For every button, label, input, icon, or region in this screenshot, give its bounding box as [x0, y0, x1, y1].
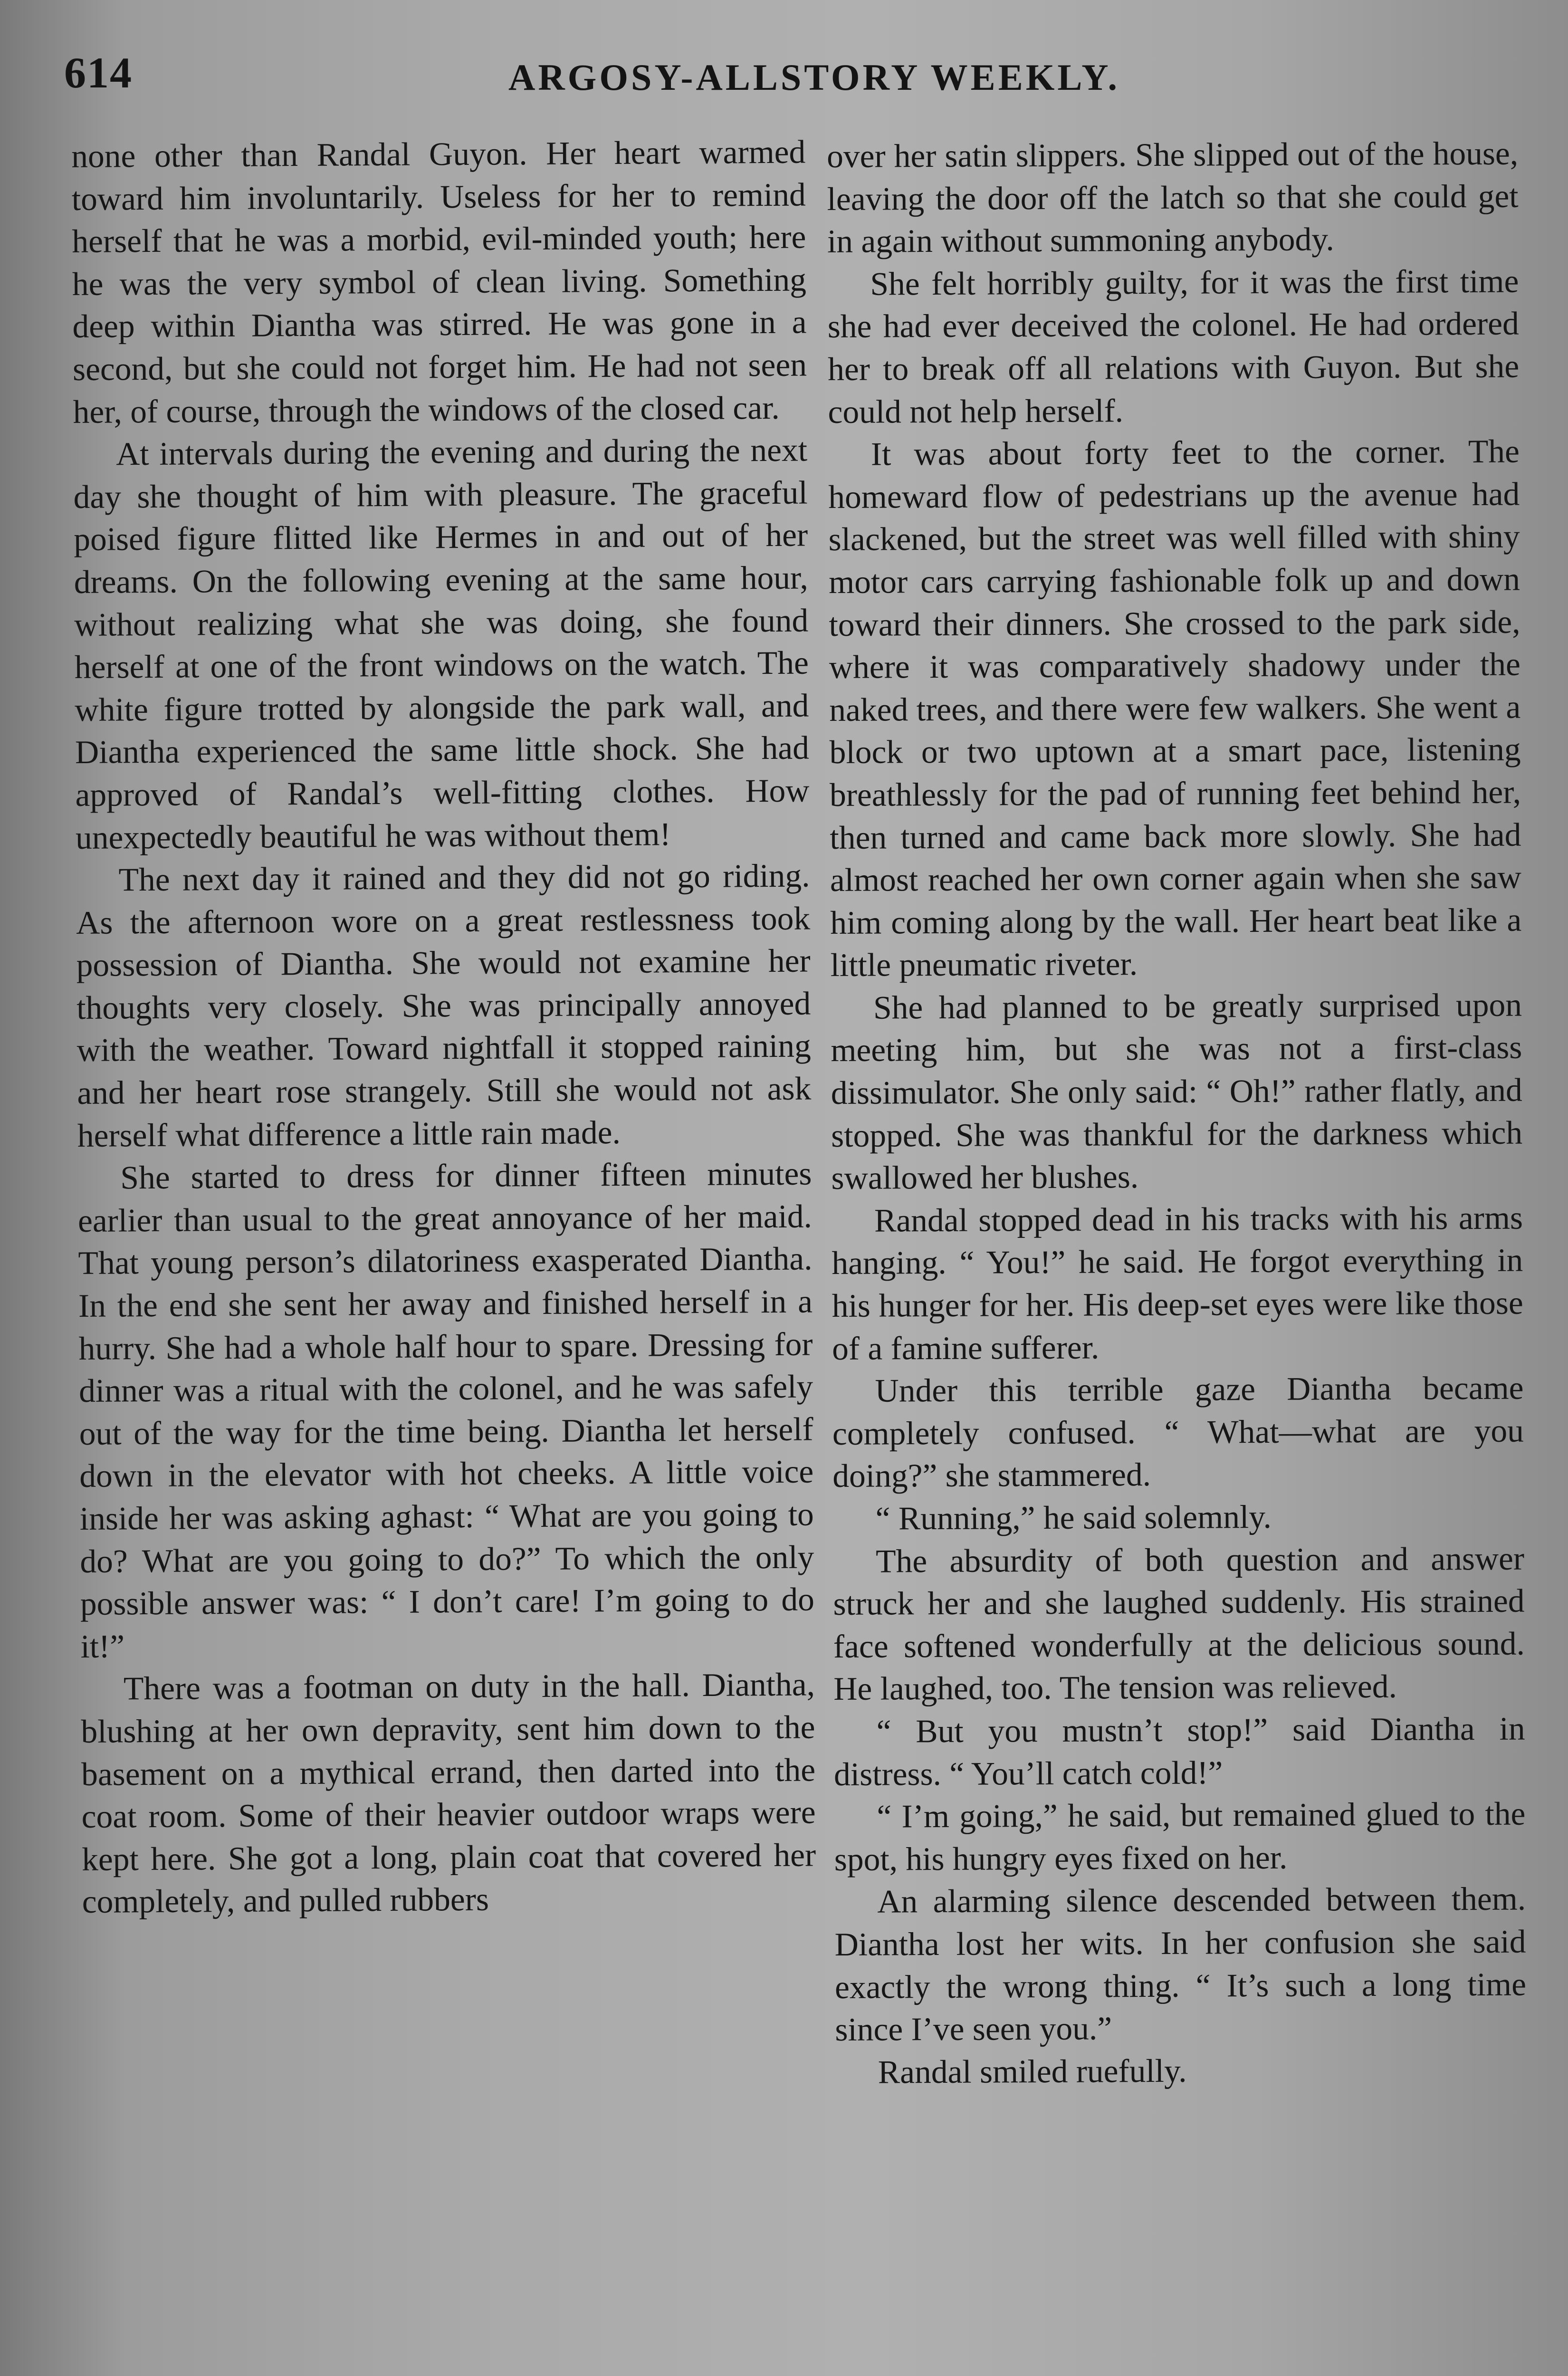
paragraph: At intervals during the evening and during the next day she thought of him with pleasure. The graceful poised figure flitted like Hermes in and out of her dreams. On the following evening at the same hour, without realizing what she was doing, she found herself at one of the front windows on the watch. The white figure trotted by alongside the park wall, and Diantha experienced the same little shock. She had approved of Randal’s well-fitting clothes. How unexpectedly beautiful he was without them! [73, 431, 810, 856]
paragraph: over her satin slippers. She slipped out of the house, leaving the door off the latch so that she could get in again without summoning anybody. [827, 135, 1519, 260]
paragraph: Under this terrible gaze Diantha became completely confused. “ What—what are you doing?” she stammered. [832, 1370, 1524, 1495]
paragraph: “ But you mustn’t stop!” said Diantha in distress. “ You’ll catch cold!” [833, 1710, 1525, 1793]
paragraph: Randal smiled ruefully. [878, 2052, 1187, 2091]
paragraph: “ I’m going,” he said, but remained glued to the spot, his hungry eyes fixed on her. [834, 1795, 1526, 1878]
paragraph: The absurdity of both question and answer struck her and she laughed suddenly. His strained face softened wonderfully at the delicious sound. He laughed, too. The tension was relieved. [833, 1540, 1525, 1708]
page-number: 614 [64, 48, 133, 97]
paragraph: none other than Randal Guyon. Her heart warmed toward him involuntarily. Useless for her to remind herself that he was a morbid, evil-minded youth; here he was the very symbol of clean living. Something deep within Diantha was stirred. He was gone in a second, but she could not forget him. He had not seen her, of course, through the windows of the closed car. [71, 134, 807, 431]
paragraph: “ Running,” he said solemnly. [875, 1498, 1272, 1537]
paragraph: The next day it rained and they did not go riding. As the afternoon wore on a great restlessness took possession of Diantha. She would not examine her thoughts very closely. She was principally annoyed with the weather. Toward nightfall it stopped raining and her heart rose strangely. Still she would not ask herself what difference a little rain made. [76, 857, 812, 1154]
paragraph: It was about forty feet to the corner. The homeward flow of pedestrians up the avenue had slackened, but the street was well filled with shiny motor cars carrying fashionable folk up and down toward their dinners. She crossed to the park side, where it was comparatively shadowy under the naked trees, and there were few walkers. She went a block or two uptown at a smart pace, listening breathlessly for the pad of running feet behind her, then turned and came back more slowly. She had almost reached her own corner again when she saw him coming along by the wall. Her heart beat like a little pneumatic riveter. [828, 433, 1522, 984]
right-text-column [827, 133, 1527, 2094]
page-header [0, 48, 1568, 109]
paragraph: She had planned to be greatly surprised upon meeting him, but she was not a first-class dissimulator. She only said: “ Oh!” rather flatly, and stopped. She was thankful for the darkness which swallowed her blushes. [831, 987, 1523, 1197]
paragraph: There was a footman on duty in the hall. Diantha, blushing at her own depravity, sent him down to the basement on a mythical errand, then darted into the coat room. Some of their heavier outdoor wraps were kept here. She got a long, plain coat that covered her completely, and pulled rubbers [81, 1666, 816, 1921]
paragraph: She felt horribly guilty, for it was the first time she had ever deceived the colonel. He had ordered her to break off all relations with Guyon. But she could not help herself. [827, 263, 1520, 431]
paragraph: She started to dress for dinner fifteen minutes earlier than usual to the great annoyance of her maid. That young person’s dilatoriness exasperated Diantha. In the end she sent her away and finished herself in a hurry. She had a whole half hour to spare. Dressing for dinner was a ritual with the colonel, and he was safely out of the way for the time being. Diantha let herself down in the elevator with hot cheeks. A little voice inside her was asking aghast: “ What are you going to do? What are you going to do?” To which the only possible answer was: “ I don’t care! I’m going to do it!” [77, 1155, 815, 1665]
left-text-column [71, 131, 816, 1924]
running-title: ARGOSY-ALLSTORY WEEKLY. [508, 57, 1120, 98]
paragraph: An alarming silence descended between them. Diantha lost her wits. In her confusion she said exactly the wrong thing. “ It’s such a long time since I’ve seen you.” [834, 1880, 1527, 2049]
paragraph: Randal stopped dead in his tracks with his arms hanging. “ You!” he said. He forgot everything in his hunger for her. His deep-set eyes were like those of a famine sufferer. [832, 1199, 1523, 1367]
